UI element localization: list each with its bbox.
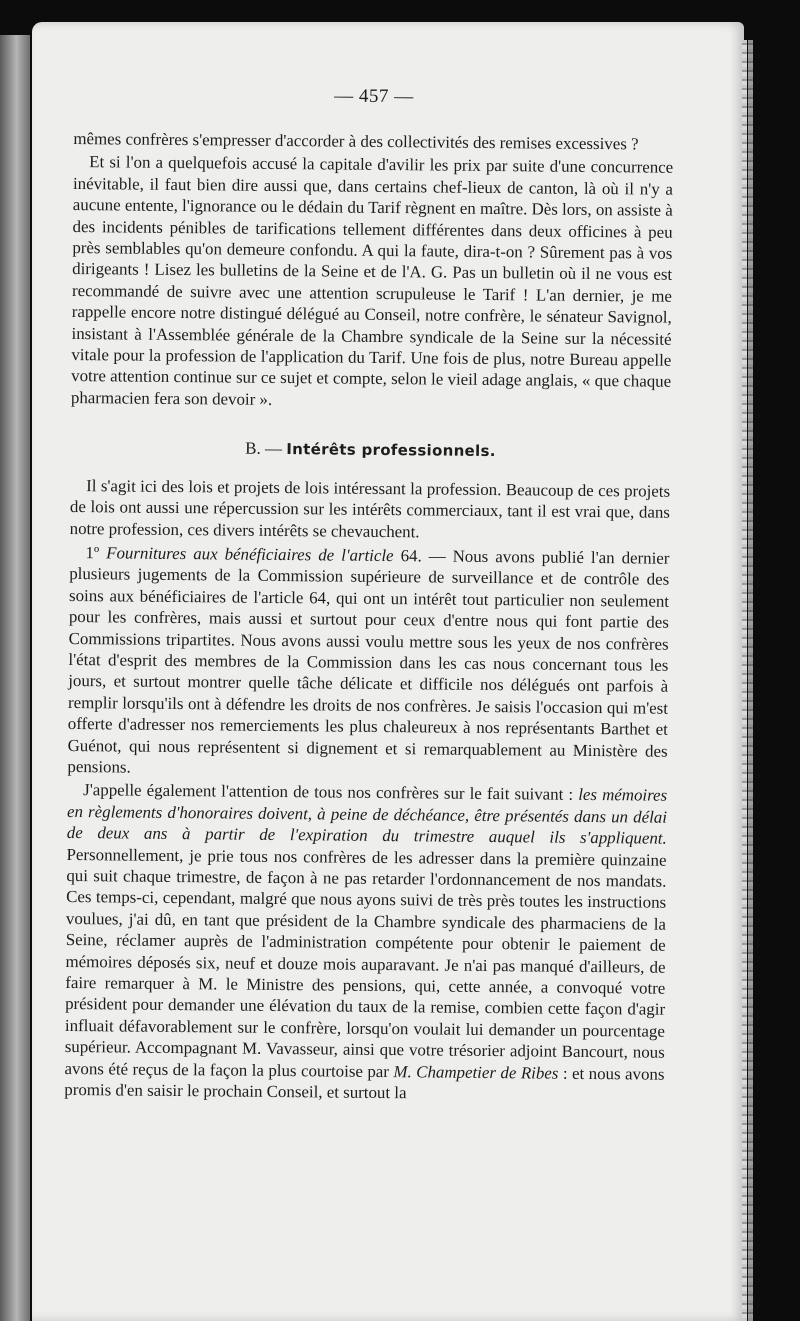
memoires-start: J'appelle également l'attention de tous nos confrères sur le fait suivant : [83,780,579,805]
section-heading [70,436,670,464]
memoires-rest: Personnellement, je prie tous nos confrères de les adresser dans la première quinzaine qui suit chaque trimestre, de façon à ne pas retarder l'ordonnancement de nos mandats. Ces temps-ci, cependant, malgré que nous ayons suivi de très près toutes les instructions voulues, j'ai dû, en tant que président de la Chambre syndicale des pharmaciens de la Seine, réclamer auprès de l'administration compétente pour obtenir le paiement de mémoires déposés six, neuf et douze mois auparavant. Je n'ai pas manqué d'ailleurs, de faire remarquer à M. le Ministre des pensions, qui, cette année, a convoqué votre président pour demander une élévation du taux de la remise, combien cette façon d'agir influait défavorablement sur le confrère, lorsqu'on voulait lui demander un pourcentage supérieur. Accompagnant M. Vavasseur, ainsi que votre trésorier adjoint Bancourt, nous avons été reçus de la façon la plus courtoise par [64,844,667,1081]
page-number: — 457 — [334,85,414,108]
memoires-name: M. Champetier de Ribes [393,1061,559,1083]
page-stack-edge [742,40,747,1321]
section-title: Intérêts professionnels. [286,440,496,461]
facing-page-edge [0,35,30,1321]
item-title: Fournitures aux bénéficiaires de l'article [106,543,394,565]
item-number: 1º [85,543,100,563]
memoires-end: : et nous avons promis d'en saisir le prochain Conseil, et surtout la [64,1063,665,1103]
memoires-italic: les mémoires en règlements d'honoraires doivent, à peine de déchéance, être présentés dans un délai de deux ans à partir de l'expiration du trimestre auquel ils s'appliquent. [66,785,668,848]
page-content [64,82,674,1106]
page-stack-edge [748,40,753,1321]
paragraph-memoires [64,779,667,1106]
paragraph-tarif: Et si l'on a quelquefois accusé la capitale d'avilir les prix par suite d'une concurrence inévitable, il faut bien dire aussi que, dans certains chef-lieux de canton, là où il n'y a aucune entente, l'ignorance ou le dédain du Tarif règnent en maître. Dès lors, on assiste à des incidents pénibles de tarifications tellement différentes dans deux officines à peu près semblables qu'on demeure confondu. A qui la faute, dira-t-on ? Sûrement pas à vos dirigeants ! Lisez les bulletins de la Seine et de l'A. G. Pas un bulletin où il ne vous est recommandé de suivre avec une attention scrupuleuse le Tarif ! L'an dernier, je me rappelle encore notre distingué délégué au Conseil, notre confrère, le sénateur Savignol, insistant à l'Assemblée générale de la Chambre syndicale de la Seine sur la nécessité vitale pour la profession de l'application du Tarif. Une fois de plus, notre Bureau appelle votre attention continue sur ce sujet et compte, selon le vieil adage anglais, « que chaque pharmacien fera son devoir ». [70,152,674,409]
section-letter: B. — [245,438,283,459]
item-text: 64. — Nous avons publié l'an dernier plusieurs jugements de la Commission supérieure de surveillance et de contrôle des soins aux bénéficiaires de l'article 64, qui ont un intérêt tout particulier non seulement pour les confrères, mais aussi et surtout pour ceux d'entre nous qui font partie des Commissions tripartites. Nous avons aussi voulu mettre sous les yeux de nos confrères l'état d'esprit des membres de la Commission dans les cas nous concernant tous les jours, et surtout montrer quelle tâche délicate et difficile nos délégués ont parfois à remplir lorsqu'ils ont à défendre les droits de nos confrères. Je saisis l'occasion qui m'est offerte d'adresser nos remerciements les plus chaleureux à nos représentants Barthet et Guénot, qui nous représentent si dignement et si remarquablement au Ministère des pensions. [67,545,670,777]
paragraph-intro: mêmes confrères s'empresser d'accorder à des collectivités des remises excessives ? [73,128,639,154]
paragraph-item-1 [67,542,669,783]
paragraph-lois: Il s'agit ici des lois et projets de lois intéressant la profession. Beaucoup de ces projets de lois ont aussi une répercussion sur les intérêts commerciaux, tant il est vrai que, dans notre profession, ces divers intérêts se chevauchent. [69,475,671,541]
